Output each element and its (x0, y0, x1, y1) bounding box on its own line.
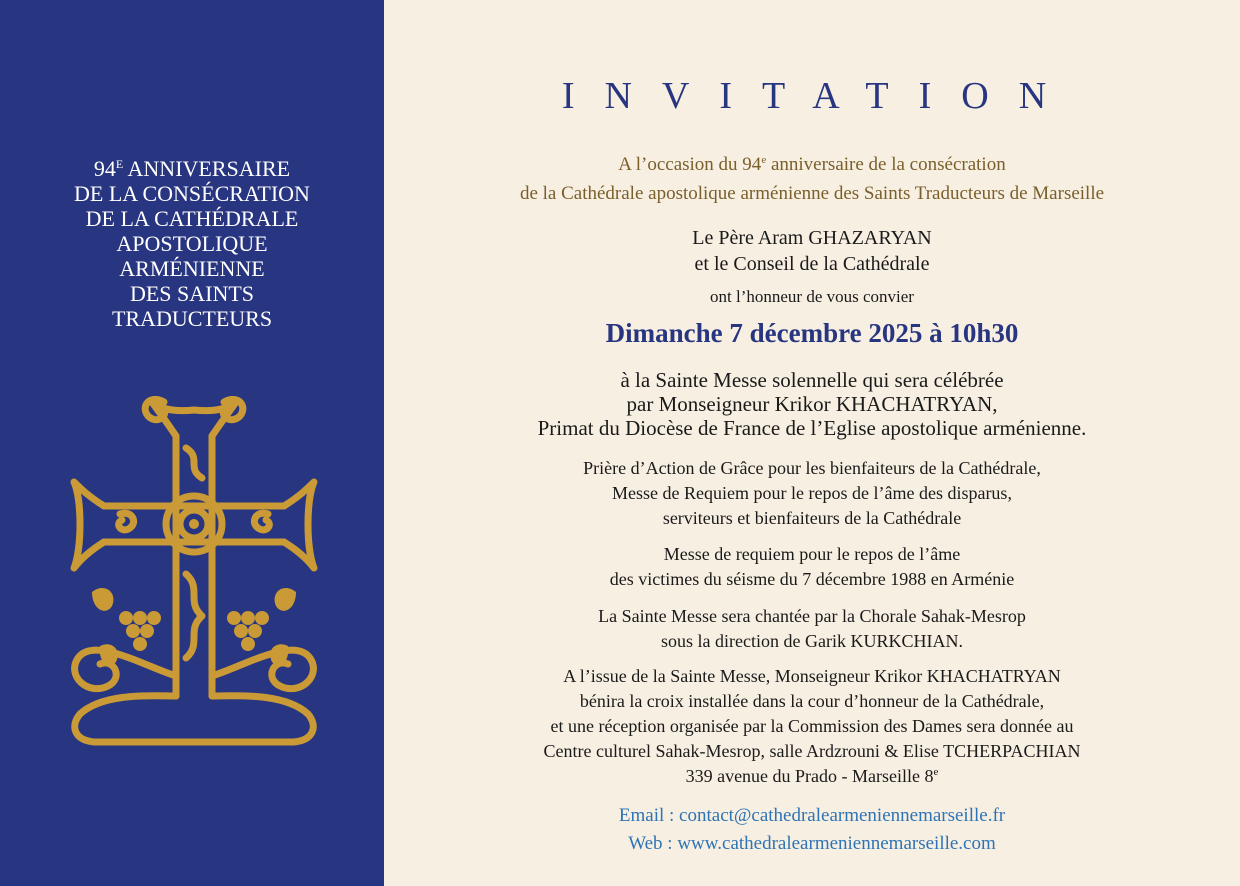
reception-paragraph (384, 664, 1240, 789)
occasion-text (384, 150, 1240, 208)
prayer-line-2: Messe de Requiem pour le repos de l’âme des disparus, (612, 483, 1012, 503)
host-line-1: Le Père Aram GHAZARYAN (692, 227, 932, 249)
honor-line: ont l’honneur de vous convier (710, 287, 914, 306)
requiem-line-2: des victimes du séisme du 7 décembre 1988 en Arménie (609, 569, 1015, 589)
heading-line-1: $94^E$ ANNIVERSAIRE (93, 156, 291, 181)
anniversary-heading (0, 156, 384, 331)
heading-line-4: APOSTOLIQUE (116, 231, 268, 256)
requiem-line-1: Messe de requiem pour le repos de l’âme (663, 544, 961, 564)
invitation-title: INVITATION (561, 75, 1077, 117)
occasion-line-2: de la Cathédrale apostolique arménienne des Saints Traducteurs de Marseille (519, 183, 1105, 204)
heading-line-6: DES SAINTS (129, 281, 255, 306)
heading-line-7: TRADUCTEURS (111, 306, 273, 331)
left-panel (0, 0, 384, 886)
web-link[interactable]: www.cathedralearmeniennemarseille.com (677, 833, 996, 854)
event-date: Dimanche 7 décembre 2025 à 10h30 (605, 318, 1019, 348)
mass-line-1: à la Sainte Messe solennelle qui sera célébrée (620, 368, 1004, 392)
choir-line-1: La Sainte Messe sera chantée par la Chorale Sahak-Mesrop (598, 606, 1026, 626)
mass-paragraph (384, 368, 1240, 440)
heading-line-2: DE LA CONSÉCRATION (74, 181, 310, 206)
web-line: Web : www.cathedralearmeniennemarseille.com (628, 833, 996, 854)
choir-line-2: sous la direction de Garik KURKCHIAN. (661, 631, 963, 651)
mass-line-3: Primat du Diocèse de France de l’Eglise apostolique arménienne. (537, 416, 1087, 440)
mass-line-2: par Monseigneur Krikor KHACHATRYAN, (626, 392, 998, 416)
prayer-line-1: Prière d’Action de Grâce pour les bienfaiteurs de la Cathédrale, (583, 458, 1041, 478)
host-line-2: et le Conseil de la Cathédrale (694, 253, 930, 275)
armenian-khachkar-cross-icon (64, 396, 324, 752)
requiem-paragraph (384, 542, 1240, 592)
address-line: 339 avenue du Prado - Marseille 8e (685, 766, 939, 786)
reception-line-1: A l’issue de la Sainte Messe, Monseigneur Krikor KHACHATRYAN (563, 666, 1061, 686)
prayer-line-3: serviteurs et bienfaiteurs de la Cathédrale (662, 508, 962, 528)
reception-line-2: bénira la croix installée dans la cour d’honneur de la Cathédrale, (579, 691, 1045, 711)
prayer-paragraph (384, 456, 1240, 531)
heading-line-5: ARMÉNIENNE (119, 256, 265, 281)
choir-paragraph (384, 604, 1240, 654)
occasion-line-1: A l’occasion du 94e anniversaire de la consécration (618, 154, 1006, 175)
reception-line-3: et une réception organisée par la Commission des Dames sera donnée au (550, 716, 1074, 736)
contact-info (384, 802, 1240, 858)
reception-line-4: Centre culturel Sahak-Mesrop, salle Ardzrouni & Elise TCHERPACHIAN (543, 741, 1081, 761)
hosts (384, 225, 1240, 277)
heading-line-3: DE LA CATHÉDRALE (85, 206, 299, 231)
email-line: Email : contact@cathedralearmeniennemarseille.fr (618, 805, 1006, 826)
email-link[interactable]: contact@cathedralearmeniennemarseille.fr (679, 805, 1006, 826)
invitation-body (384, 0, 1240, 886)
